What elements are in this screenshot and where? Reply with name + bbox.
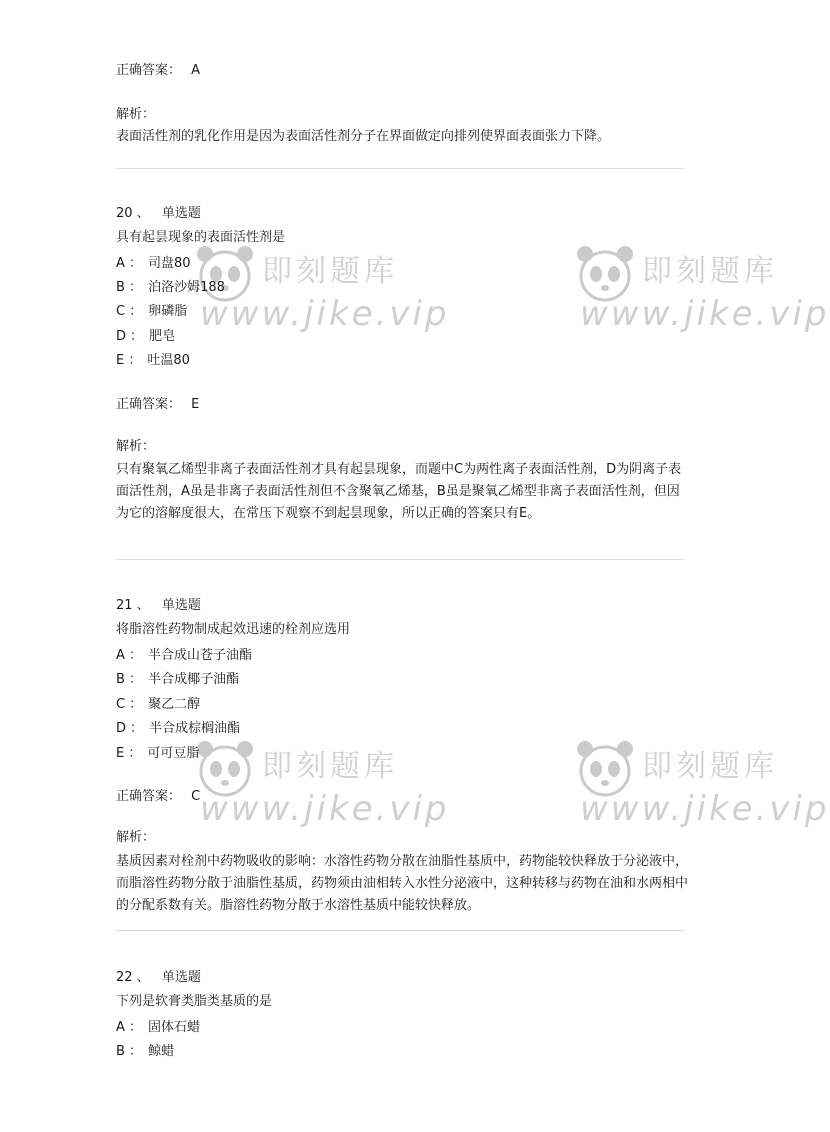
watermark-brand: 即刻题库 [262, 254, 398, 289]
watermark-url: www.jike.vip [580, 789, 830, 829]
analysis-label: 解析： [116, 830, 156, 845]
analysis-text: 只有聚氧乙烯型非离子表面活性剂才具有起昙现象，而题中C为两性离子表面活性剂，D为阴离子表面活性剂，A虽是非离子表面活性剂但不含聚氧乙烯基，B虽是聚氧乙烯型非离子表面活性剂，但因为它的溶解度很大，在常压下观察不到起昙现象，所以正确的答案只有E。 [116, 462, 682, 521]
watermark-url: www.jike.vip [200, 789, 450, 829]
option-c[interactable]: C ： 聚乙二醇 [116, 697, 201, 712]
option-c[interactable]: C ： 卵磷脂 [116, 304, 188, 319]
option-a[interactable]: A ： 司盘80 [116, 256, 191, 271]
answer-label: 正确答案： [116, 63, 182, 78]
watermark-brand: 即刻题库 [262, 749, 398, 784]
analysis-label: 解析： [116, 439, 156, 454]
option-a[interactable]: A ： 固体石蜡 [116, 1020, 201, 1035]
question-text: 将脂溶性药物制成起效迅速的栓剂应选用 [116, 622, 351, 637]
option-b[interactable]: B ： 鲸蜡 [116, 1044, 175, 1059]
question-type: 单选题 [161, 970, 201, 985]
option-e[interactable]: E ： 吐温80 [116, 353, 190, 368]
question-text: 下列是软膏类脂类基质的是 [116, 994, 273, 1009]
analysis-label: 解析： [116, 107, 156, 122]
answer-label: 正确答案： [116, 789, 182, 804]
question-number: 22 、 [116, 970, 150, 985]
answer-value: A [191, 63, 201, 78]
watermark [190, 240, 450, 380]
analysis-text: 表面活性剂的乳化作用是因为表面活性剂分子在界面做定向排列使界面表面张力下降。 [116, 129, 611, 144]
question-header [116, 204, 201, 224]
option-d[interactable]: D ： 半合成棕榈油酯 [116, 721, 241, 736]
watermark-url: www.jike.vip [200, 294, 450, 334]
watermark [570, 240, 830, 380]
watermark-brand: 即刻题库 [642, 254, 778, 289]
panda-icon [190, 735, 260, 805]
question-header [116, 968, 201, 988]
divider [116, 559, 684, 560]
divider [116, 168, 684, 169]
answer-row [116, 787, 200, 807]
panda-icon [570, 240, 640, 310]
watermark-url: www.jike.vip [580, 294, 830, 334]
question-type: 单选题 [161, 206, 201, 221]
analysis-text: 基质因素对栓剂中药物吸收的影响：水溶性药物分散在油脂性基质中，药物能较快释放于分泌液中，而脂溶性药物分散于油脂性基质，药物须由油相转入水性分泌液中，这种转移与药物在油和水两相中的分配系数有关。脂溶性药物分散于水溶性基质中能较快释放。 [116, 854, 689, 913]
answer-label: 正确答案： [116, 397, 182, 412]
question-type: 单选题 [161, 598, 201, 613]
divider [116, 930, 684, 931]
panda-icon [190, 240, 260, 310]
answer-row [116, 61, 200, 81]
option-b[interactable]: B ： 半合成椰子油酯 [116, 672, 240, 687]
option-b[interactable]: B ： 泊洛沙姆188 [116, 280, 225, 295]
question-text: 具有起昙现象的表面活性剂是 [116, 230, 286, 245]
option-e[interactable]: E ： 可可豆脂 [116, 746, 200, 761]
watermark-brand: 即刻题库 [642, 749, 778, 784]
option-a[interactable]: A ： 半合成山苍子油酯 [116, 648, 253, 663]
answer-row [116, 395, 199, 415]
answer-value: C [191, 789, 201, 804]
question-number: 20 、 [116, 206, 150, 221]
option-d[interactable]: D ： 肥皂 [116, 329, 176, 344]
panda-icon [570, 735, 640, 805]
question-header [116, 596, 201, 616]
question-number: 21 、 [116, 598, 150, 613]
answer-value: E [191, 397, 200, 412]
